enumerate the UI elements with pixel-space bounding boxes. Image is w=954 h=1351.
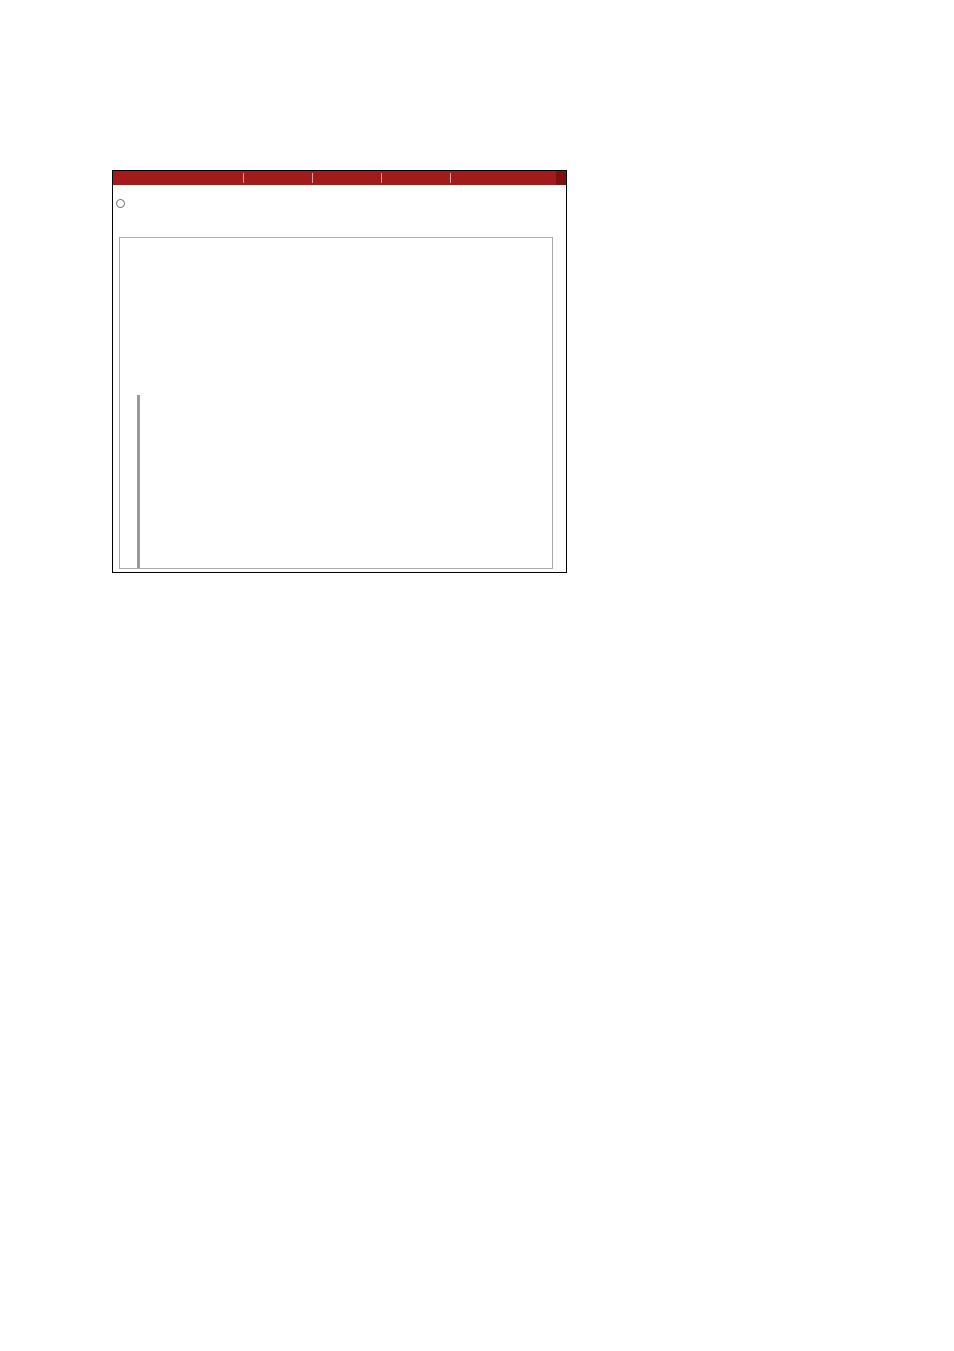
tab-system[interactable] [175, 173, 244, 183]
tab-advanced[interactable] [382, 173, 451, 183]
tab-wan[interactable] [244, 173, 313, 183]
lower-rows-region [137, 395, 567, 568]
help-icon[interactable] [116, 199, 125, 208]
port-mapping-screenshot [112, 170, 567, 573]
nat-description [116, 198, 536, 208]
top-nav-bar-end [556, 171, 566, 185]
tab-lan[interactable] [313, 173, 382, 183]
top-nav-bar [113, 171, 556, 185]
